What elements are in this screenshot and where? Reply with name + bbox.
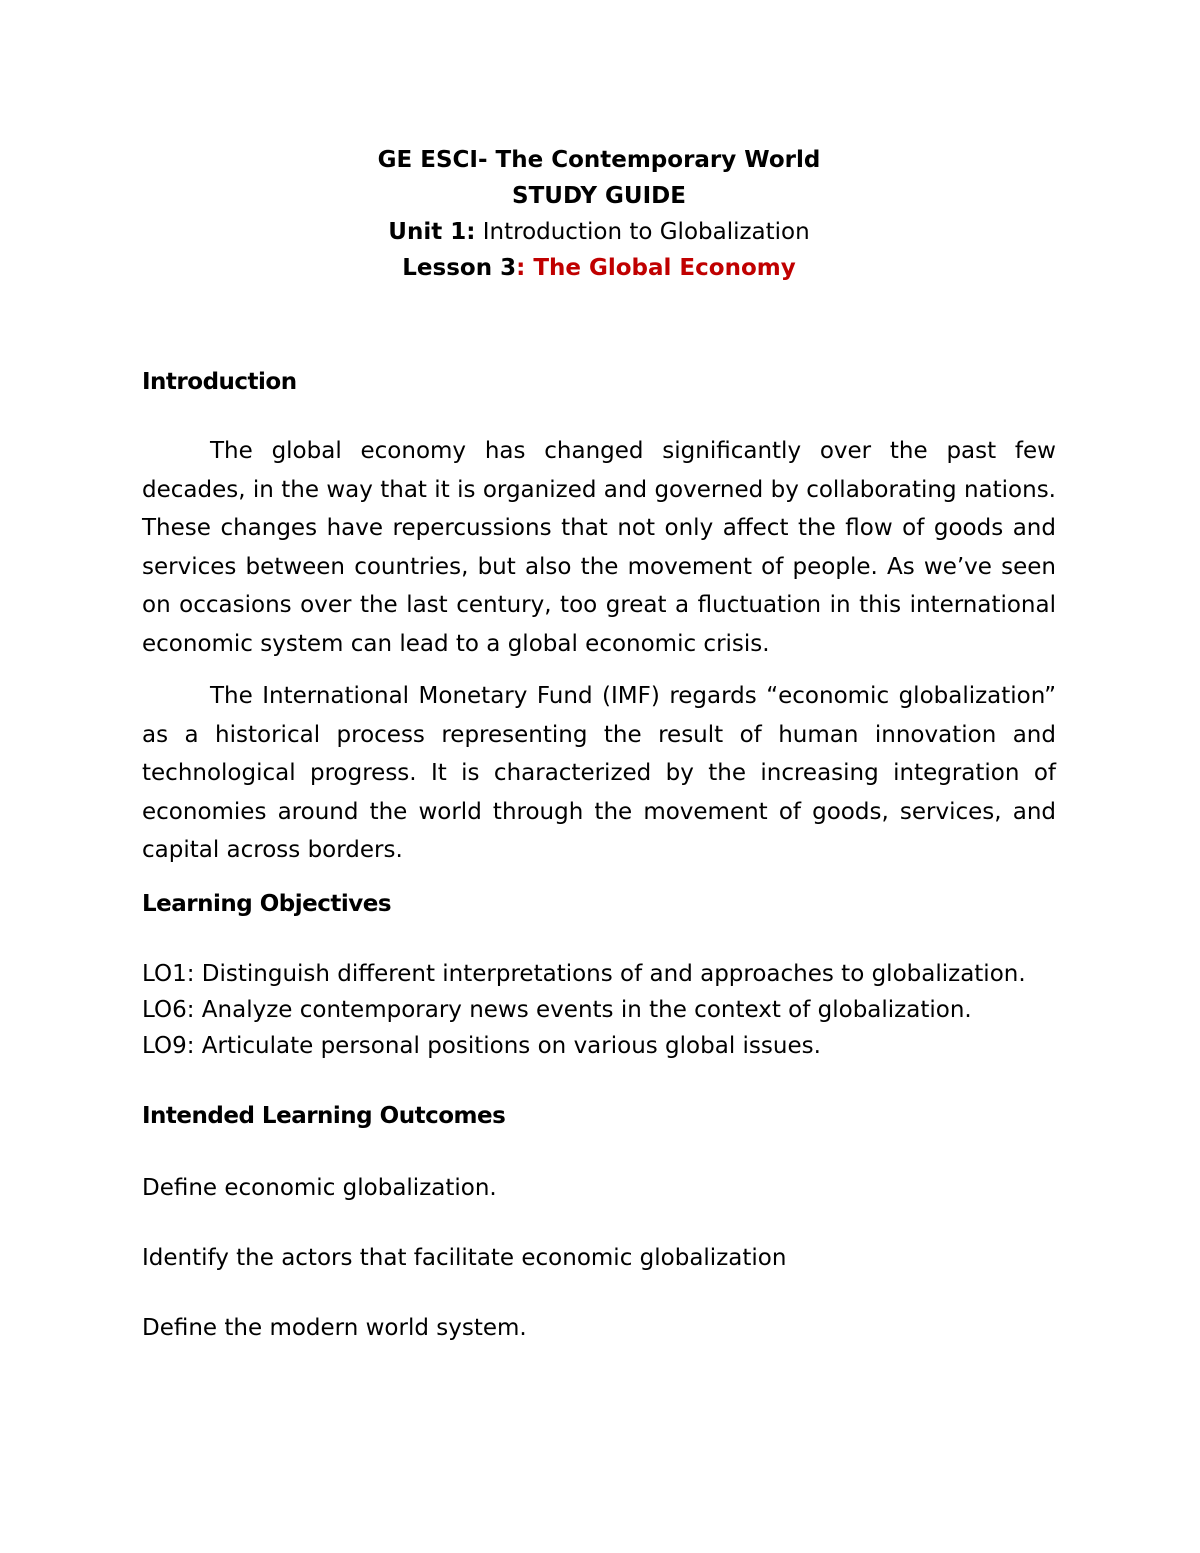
introduction-heading: Introduction	[142, 369, 297, 395]
objective-item: LO9: Articulate personal positions on various global issues.	[142, 1032, 821, 1059]
learning-objectives-heading: Learning Objectives	[142, 890, 392, 917]
course-title: GE ESCI- The Contemporary World	[377, 147, 821, 173]
guide-title: STUDY GUIDE	[512, 183, 686, 209]
learning-objectives-list	[142, 956, 1056, 1064]
intended-outcomes-heading: Intended Learning Outcomes	[142, 1102, 506, 1129]
objective-item: LO6: Analyze contemporary news events in the context of globalization.	[142, 996, 972, 1023]
outcome-item: Define the modern world system.	[142, 1314, 527, 1341]
unit-line	[142, 214, 1056, 250]
document-page	[142, 142, 1056, 1346]
lesson-line	[142, 250, 1056, 286]
outcome-item: Identify the actors that facilitate economic globalization	[142, 1244, 787, 1271]
intro-paragraph-1: The global economy has changed significantly over the past few decades, in the way that it is organized and governed by collaborating nations. These changes have repercussions that not only affect the flow of goods and services between countries, but also the movement of people. As we’ve seen on occasions over the last century, too great a fluctuation in this international economic system can lead to a global economic crisis.	[142, 438, 1056, 657]
objective-item: LO1: Distinguish different interpretations of and approaches to globalization.	[142, 960, 1026, 987]
unit-title: Introduction to Globalization	[482, 219, 810, 245]
lesson-label: Lesson 3	[402, 255, 517, 281]
unit-label: Unit 1:	[388, 219, 476, 245]
intro-paragraph-2: The International Monetary Fund (IMF) regards “economic globalization” as a historical process representing the result of human innovation and technological progress. It is characterized by the increasing integration of economies around the world through the movement of goods, services, and capital across borders.	[142, 683, 1056, 863]
document-header	[142, 142, 1056, 286]
outcome-item: Define economic globalization.	[142, 1174, 497, 1201]
lesson-title: : The Global Economy	[516, 255, 796, 281]
